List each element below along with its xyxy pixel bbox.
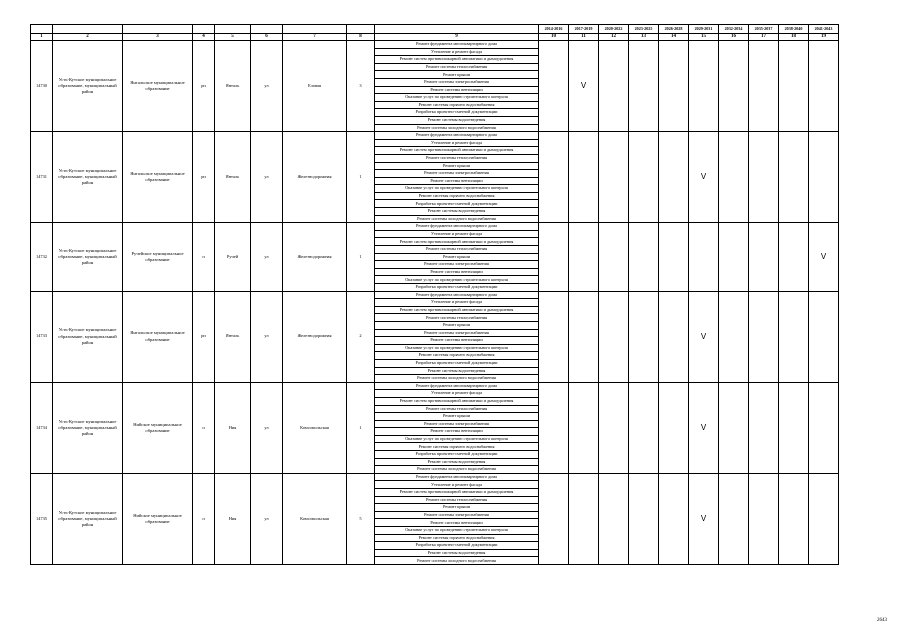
- schedule-cell: [659, 132, 689, 223]
- work-item: Оказание услуг по проведению строительного контроля: [375, 527, 539, 535]
- work-item: Ремонт фундамента многоквартирного дома: [375, 223, 539, 231]
- schedule-cell: [539, 41, 569, 132]
- schedule-cell: [779, 382, 809, 473]
- work-item: Ремонт систем противопожарной автоматики и дымоудаления: [375, 489, 539, 497]
- municipal-district: Усть-Кутское муниципальное образование, муниципальный район: [53, 41, 123, 132]
- column-number-cell: 7: [283, 33, 347, 41]
- column-number-cell: 17: [749, 33, 779, 41]
- settlement-name: Нийское муниципальное образование: [123, 473, 193, 564]
- schedule-cell: [629, 382, 659, 473]
- schedule-cell: [599, 132, 629, 223]
- schedule-mark: V: [689, 382, 719, 473]
- work-item: Ремонт системы теплоснабжения: [375, 405, 539, 413]
- work-item: Ремонт крыши: [375, 71, 539, 79]
- work-item: Ремонт системы теплоснабжения: [375, 63, 539, 71]
- settlement-type: п: [193, 223, 215, 291]
- schedule-cell: [689, 41, 719, 132]
- street-name: Еловая: [283, 41, 347, 132]
- locality-name: Янталь: [215, 41, 251, 132]
- work-item: Ремонт системы водоотведения: [375, 367, 539, 375]
- work-item: Разработка проектно-сметной документации: [375, 109, 539, 117]
- work-item: Разработка проектно-сметной документации: [375, 542, 539, 550]
- work-item: Оказание услуг по проведению строительного контроля: [375, 276, 539, 284]
- work-item: Ремонт крыши: [375, 413, 539, 421]
- settlement-type: рп: [193, 41, 215, 132]
- schedule-cell: [539, 291, 569, 382]
- record-id: 14735: [31, 473, 53, 564]
- schedule-cell: [779, 473, 809, 564]
- street-type: ул: [251, 41, 283, 132]
- locality-name: Янталь: [215, 132, 251, 223]
- work-row: [31, 291, 839, 299]
- schedule-cell: [659, 41, 689, 132]
- work-item: Ремонт системы горячего водоснабжения: [375, 534, 539, 542]
- settlement-name: Янтальское муниципальное образование: [123, 132, 193, 223]
- work-item: Ремонт фундамента многоквартирного дома: [375, 132, 539, 140]
- schedule-cell: [779, 41, 809, 132]
- work-item: Ремонт системы вентиляции: [375, 519, 539, 527]
- column-number-cell: 13: [629, 33, 659, 41]
- street-type: ул: [251, 223, 283, 291]
- header-blank-cell: [123, 25, 193, 34]
- period-header-cell: 2035-2037: [749, 25, 779, 34]
- work-item: Ремонт системы электроснабжения: [375, 78, 539, 86]
- work-item: Ремонт крыши: [375, 162, 539, 170]
- column-number-cell: 15: [689, 33, 719, 41]
- period-header-cell: 2038-2040: [779, 25, 809, 34]
- schedule-cell: [599, 41, 629, 132]
- column-number-cell: 14: [659, 33, 689, 41]
- work-item: Ремонт системы теплоснабжения: [375, 314, 539, 322]
- street-name: Комсомольская: [283, 382, 347, 473]
- street-type: ул: [251, 382, 283, 473]
- street-name: Железнодорожная: [283, 132, 347, 223]
- schedule-cell: [809, 382, 839, 473]
- schedule-cell: [809, 132, 839, 223]
- period-header-cell: 2026-2028: [659, 25, 689, 34]
- settlement-name: Янтальское муниципальное образование: [123, 291, 193, 382]
- column-number-cell: 6: [251, 33, 283, 41]
- schedule-cell: [779, 291, 809, 382]
- work-item: Утепление и ремонт фасада: [375, 390, 539, 398]
- schedule-cell: [569, 473, 599, 564]
- record-id: 14731: [31, 132, 53, 223]
- schedule-cell: [539, 382, 569, 473]
- page-number: 2643: [877, 618, 887, 623]
- work-item: Ремонт системы электроснабжения: [375, 170, 539, 178]
- column-number-cell: 19: [809, 33, 839, 41]
- work-item: Оказание услуг по проведению строительного контроля: [375, 435, 539, 443]
- work-item: Ремонт системы горячего водоснабжения: [375, 352, 539, 360]
- locality-name: Янталь: [215, 291, 251, 382]
- street-type: ул: [251, 291, 283, 382]
- work-row: [31, 223, 839, 231]
- municipal-district: Усть-Кутское муниципальное образование, муниципальный район: [53, 473, 123, 564]
- schedule-cell: [539, 223, 569, 291]
- work-item: Ремонт системы холодного водоснабжения: [375, 215, 539, 223]
- work-row: [31, 132, 839, 140]
- work-item: Ремонт систем противопожарной автоматики и дымоудаления: [375, 397, 539, 405]
- work-item: Ремонт системы холодного водоснабжения: [375, 375, 539, 383]
- schedule-cell: [599, 223, 629, 291]
- schedule-cell: [569, 291, 599, 382]
- municipal-district: Усть-Кутское муниципальное образование, муниципальный район: [53, 132, 123, 223]
- schedule-cell: [719, 41, 749, 132]
- municipal-district: Усть-Кутское муниципальное образование, муниципальный район: [53, 291, 123, 382]
- locality-name: Ручей: [215, 223, 251, 291]
- period-header-cell: 2023-2025: [629, 25, 659, 34]
- period-header-cell: 2032-2034: [719, 25, 749, 34]
- work-item: Разработка проектно-сметной документации: [375, 359, 539, 367]
- schedule-cell: [599, 291, 629, 382]
- schedule-cell: [539, 132, 569, 223]
- period-header-cell: 2017-2019: [569, 25, 599, 34]
- work-item: Утепление и ремонт фасада: [375, 299, 539, 307]
- schedule-mark: V: [809, 223, 839, 291]
- work-item: Ремонт системы горячего водоснабжения: [375, 443, 539, 451]
- record-id: 14733: [31, 291, 53, 382]
- schedule-cell: [569, 132, 599, 223]
- street-type: ул: [251, 473, 283, 564]
- work-item: Ремонт системы холодного водоснабжения: [375, 466, 539, 474]
- house-number: 1: [347, 132, 375, 223]
- schedule-cell: [719, 132, 749, 223]
- work-item: Разработка проектно-сметной документации: [375, 451, 539, 459]
- schedule-cell: [569, 382, 599, 473]
- settlement-type: рп: [193, 291, 215, 382]
- work-item: Оказание услуг по проведению строительного контроля: [375, 344, 539, 352]
- street-type: ул: [251, 132, 283, 223]
- work-item: Ремонт системы горячего водоснабжения: [375, 192, 539, 200]
- header-blank-cell: [215, 25, 251, 34]
- column-number-cell: 11: [569, 33, 599, 41]
- work-item: Ремонт систем противопожарной автоматики и дымоудаления: [375, 147, 539, 155]
- schedule-cell: [719, 473, 749, 564]
- work-item: Ремонт системы теплоснабжения: [375, 246, 539, 254]
- period-header-cell: 2020-2022: [599, 25, 629, 34]
- work-item: Ремонт фундамента многоквартирного дома: [375, 291, 539, 299]
- work-item: Ремонт системы вентиляции: [375, 428, 539, 436]
- schedule-cell: [749, 473, 779, 564]
- settlement-type: рп: [193, 132, 215, 223]
- schedule-cell: [629, 41, 659, 132]
- work-row: [31, 382, 839, 390]
- work-item: Ремонт системы водоотведения: [375, 116, 539, 124]
- work-item: Ремонт системы холодного водоснабжения: [375, 557, 539, 565]
- period-header-cell: 2041-2043: [809, 25, 839, 34]
- column-number-cell: 9: [375, 33, 539, 41]
- schedule-cell: [629, 132, 659, 223]
- schedule-cell: [539, 473, 569, 564]
- house-number: 2: [347, 291, 375, 382]
- work-item: Утепление и ремонт фасада: [375, 48, 539, 56]
- header-blank-cell: [31, 25, 53, 34]
- schedule-mark: V: [689, 291, 719, 382]
- schedule-cell: [719, 291, 749, 382]
- schedule-cell: [809, 473, 839, 564]
- settlement-name: Янтальское муниципальное образование: [123, 41, 193, 132]
- work-item: Утепление и ремонт фасада: [375, 139, 539, 147]
- schedule-cell: [629, 291, 659, 382]
- capital-repair-schedule-table: [30, 24, 839, 565]
- work-item: Ремонт системы вентиляции: [375, 268, 539, 276]
- schedule-cell: [749, 382, 779, 473]
- locality-name: Ния: [215, 382, 251, 473]
- work-item: Разработка проектно-сметной документации: [375, 200, 539, 208]
- schedule-cell: [629, 223, 659, 291]
- settlement-name: Ручейское муниципальное образование: [123, 223, 193, 291]
- settlement-type: п: [193, 382, 215, 473]
- column-number-cell: 18: [779, 33, 809, 41]
- work-item: Утепление и ремонт фасада: [375, 481, 539, 489]
- work-item: Ремонт системы теплоснабжения: [375, 496, 539, 504]
- work-item: Ремонт системы вентиляции: [375, 177, 539, 185]
- work-item: Ремонт системы электроснабжения: [375, 420, 539, 428]
- work-item: Ремонт системы холодного водоснабжения: [375, 124, 539, 132]
- header-blank-cell: [53, 25, 123, 34]
- house-number: 3: [347, 41, 375, 132]
- record-id: 14730: [31, 41, 53, 132]
- schedule-cell: [749, 291, 779, 382]
- work-item: Ремонт крыши: [375, 504, 539, 512]
- work-item: Ремонт фундамента многоквартирного дома: [375, 382, 539, 390]
- work-item: Ремонт фундамента многоквартирного дома: [375, 473, 539, 481]
- schedule-cell: [599, 473, 629, 564]
- work-item: Ремонт системы теплоснабжения: [375, 154, 539, 162]
- schedule-cell: [809, 291, 839, 382]
- column-number-row: [31, 33, 839, 41]
- settlement-type: п: [193, 473, 215, 564]
- schedule-cell: [749, 132, 779, 223]
- column-number-cell: 5: [215, 33, 251, 41]
- schedule-cell: [659, 223, 689, 291]
- column-number-cell: 1: [31, 33, 53, 41]
- locality-name: Ния: [215, 473, 251, 564]
- column-number-cell: 3: [123, 33, 193, 41]
- schedule-cell: [569, 223, 599, 291]
- schedule-cell: [659, 473, 689, 564]
- work-item: Ремонт системы водоотведения: [375, 458, 539, 466]
- work-item: Ремонт системы горячего водоснабжения: [375, 101, 539, 109]
- header-blank-cell: [193, 25, 215, 34]
- column-number-cell: 16: [719, 33, 749, 41]
- work-item: Разработка проектно-сметной документации: [375, 284, 539, 292]
- street-name: Железнодорожная: [283, 223, 347, 291]
- schedule-mark: V: [569, 41, 599, 132]
- schedule-cell: [719, 382, 749, 473]
- schedule-cell: [779, 132, 809, 223]
- work-item: Утепление и ремонт фасада: [375, 230, 539, 238]
- schedule-cell: [779, 223, 809, 291]
- work-item: Ремонт систем противопожарной автоматики и дымоудаления: [375, 238, 539, 246]
- street-name: Железнодорожная: [283, 291, 347, 382]
- column-number-cell: 10: [539, 33, 569, 41]
- schedule-mark: V: [689, 473, 719, 564]
- settlement-name: Нийское муниципальное образование: [123, 382, 193, 473]
- work-item: Ремонт системы электроснабжения: [375, 511, 539, 519]
- house-number: 5: [347, 473, 375, 564]
- schedule-cell: [659, 291, 689, 382]
- header-blank-cell: [251, 25, 283, 34]
- work-item: Ремонт систем противопожарной автоматики и дымоудаления: [375, 56, 539, 64]
- work-item: Оказание услуг по проведению строительного контроля: [375, 185, 539, 193]
- column-number-cell: 2: [53, 33, 123, 41]
- column-number-cell: 4: [193, 33, 215, 41]
- header-blank-cell: [375, 25, 539, 34]
- record-id: 14732: [31, 223, 53, 291]
- work-item: Ремонт системы водоотведения: [375, 549, 539, 557]
- record-id: 14734: [31, 382, 53, 473]
- column-number-cell: 8: [347, 33, 375, 41]
- period-header-cell: 2029-2031: [689, 25, 719, 34]
- schedule-cell: [689, 223, 719, 291]
- municipal-district: Усть-Кутское муниципальное образование, муниципальный район: [53, 223, 123, 291]
- work-item: Ремонт крыши: [375, 321, 539, 329]
- work-item: Ремонт систем противопожарной автоматики и дымоудаления: [375, 306, 539, 314]
- schedule-cell: [629, 473, 659, 564]
- work-item: Ремонт системы водоотведения: [375, 208, 539, 216]
- street-name: Комсомольская: [283, 473, 347, 564]
- work-item: Ремонт системы электроснабжения: [375, 261, 539, 269]
- work-item: Ремонт фундамента многоквартирного дома: [375, 41, 539, 49]
- schedule-cell: [809, 41, 839, 132]
- work-item: Ремонт системы вентиляции: [375, 337, 539, 345]
- house-number: 1: [347, 382, 375, 473]
- schedule-cell: [749, 41, 779, 132]
- schedule-cell: [749, 223, 779, 291]
- schedule-cell: [599, 382, 629, 473]
- work-item: Ремонт крыши: [375, 253, 539, 261]
- schedule-mark: V: [689, 132, 719, 223]
- period-header-cell: 2014-2016: [539, 25, 569, 34]
- schedule-cell: [659, 382, 689, 473]
- work-item: Ремонт системы вентиляции: [375, 86, 539, 94]
- house-number: 1: [347, 223, 375, 291]
- column-number-cell: 12: [599, 33, 629, 41]
- work-row: [31, 473, 839, 481]
- schedule-cell: [719, 223, 749, 291]
- header-blank-cell: [283, 25, 347, 34]
- period-header-row: [31, 25, 839, 34]
- work-item: Ремонт системы электроснабжения: [375, 329, 539, 337]
- work-row: [31, 41, 839, 49]
- municipal-district: Усть-Кутское муниципальное образование, муниципальный район: [53, 382, 123, 473]
- work-item: Оказание услуг по проведению строительного контроля: [375, 94, 539, 102]
- header-blank-cell: [347, 25, 375, 34]
